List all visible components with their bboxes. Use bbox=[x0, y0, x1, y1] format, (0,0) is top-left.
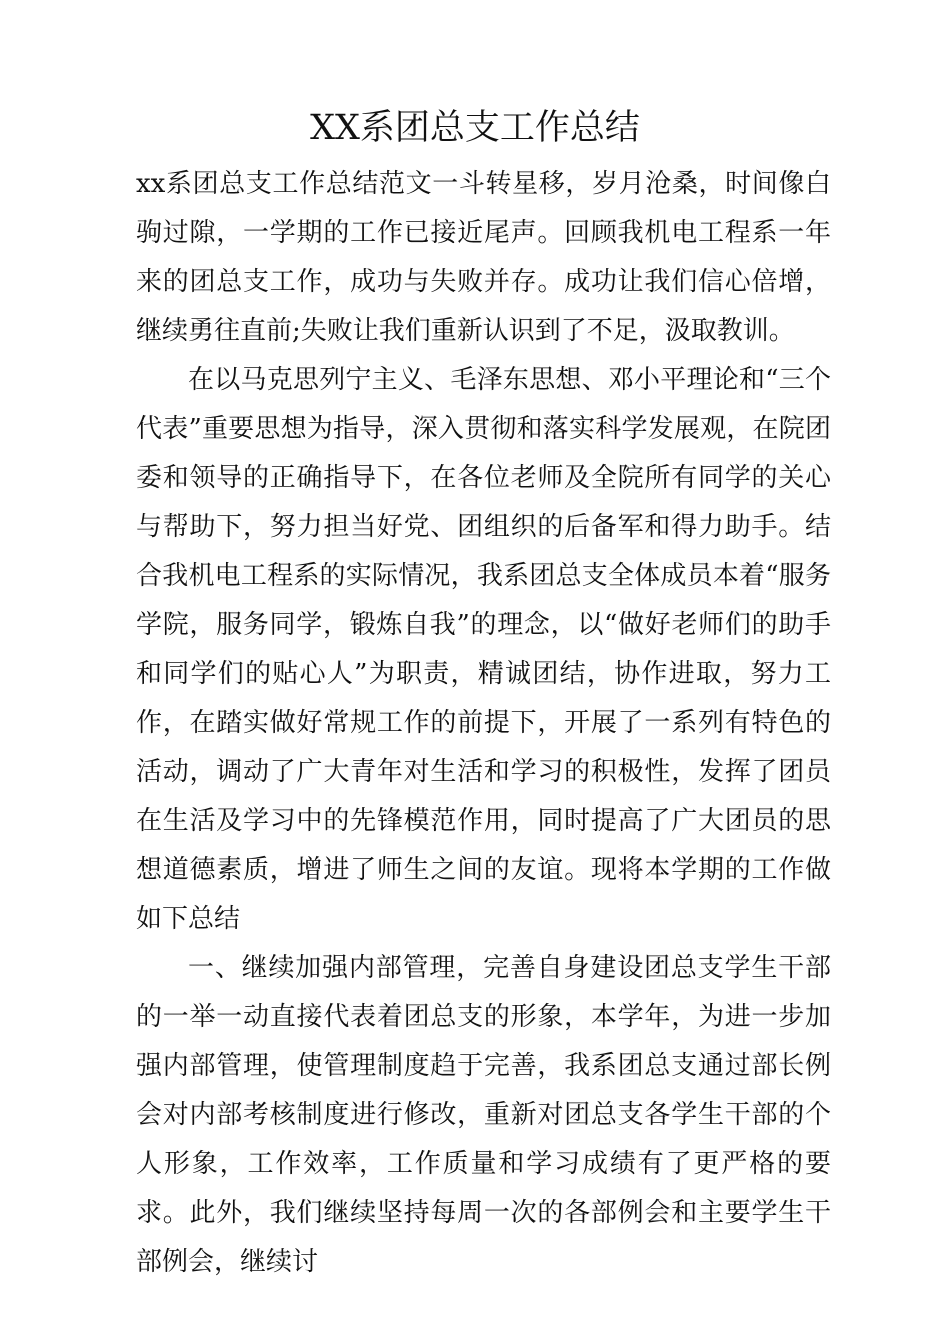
document-body bbox=[136, 160, 831, 1287]
document-title: XX系团总支工作总结 bbox=[310, 108, 640, 148]
paragraph-guidance: 在以马克思列宁主义、毛泽东思想、邓小平理论和“三个代表”重要思想为指导，深入贯彻和落实科学发展观，在院团委和领导的正确指导下，在各位老师及全院所有同学的关心与帮助下，努力担当好党、团组织的后备军和得力助手。结合我机电工程系的实际情况，我系团总支全体成员本着“服务学院，服务同学，锻炼自我”的理念，以“做好老师们的助手和同学们的贴心人”为职责，精诚团结，协作进取，努力工作，在踏实做好常规工作的前提下，开展了一系列有特色的活动，调动了广大青年对生活和学习的积极性，发挥了团员在生活及学习中的先锋模范作用，同时提高了广大团员的思想道德素质，增进了师生之间的友谊。现将本学期的工作做如下总结 bbox=[136, 365, 831, 934]
paragraph-section-one: 一、继续加强内部管理，完善自身建设团总支学生干部的一举一动直接代表着团总支的形象，本学年，为进一步加强内部管理，使管理制度趋于完善，我系团总支通过部长例会对内部考核制度进行修改，重新对团总支各学生干部的个人形象，工作效率，工作质量和学习成绩有了更严格的要求。此外，我们继续坚持每周一次的各部例会和主要学生干部例会，继续讨 bbox=[136, 953, 831, 1277]
paragraph-intro: xx系团总支工作总结范文一斗转星移，岁月沧桑，时间像白驹过隙，一学期的工作已接近尾声。回顾我机电工程系一年来的团总支工作，成功与失败并存。成功让我们信心倍增，继续勇往直前;失败让我们重新认识到了不足，汲取教训。 bbox=[136, 169, 831, 346]
